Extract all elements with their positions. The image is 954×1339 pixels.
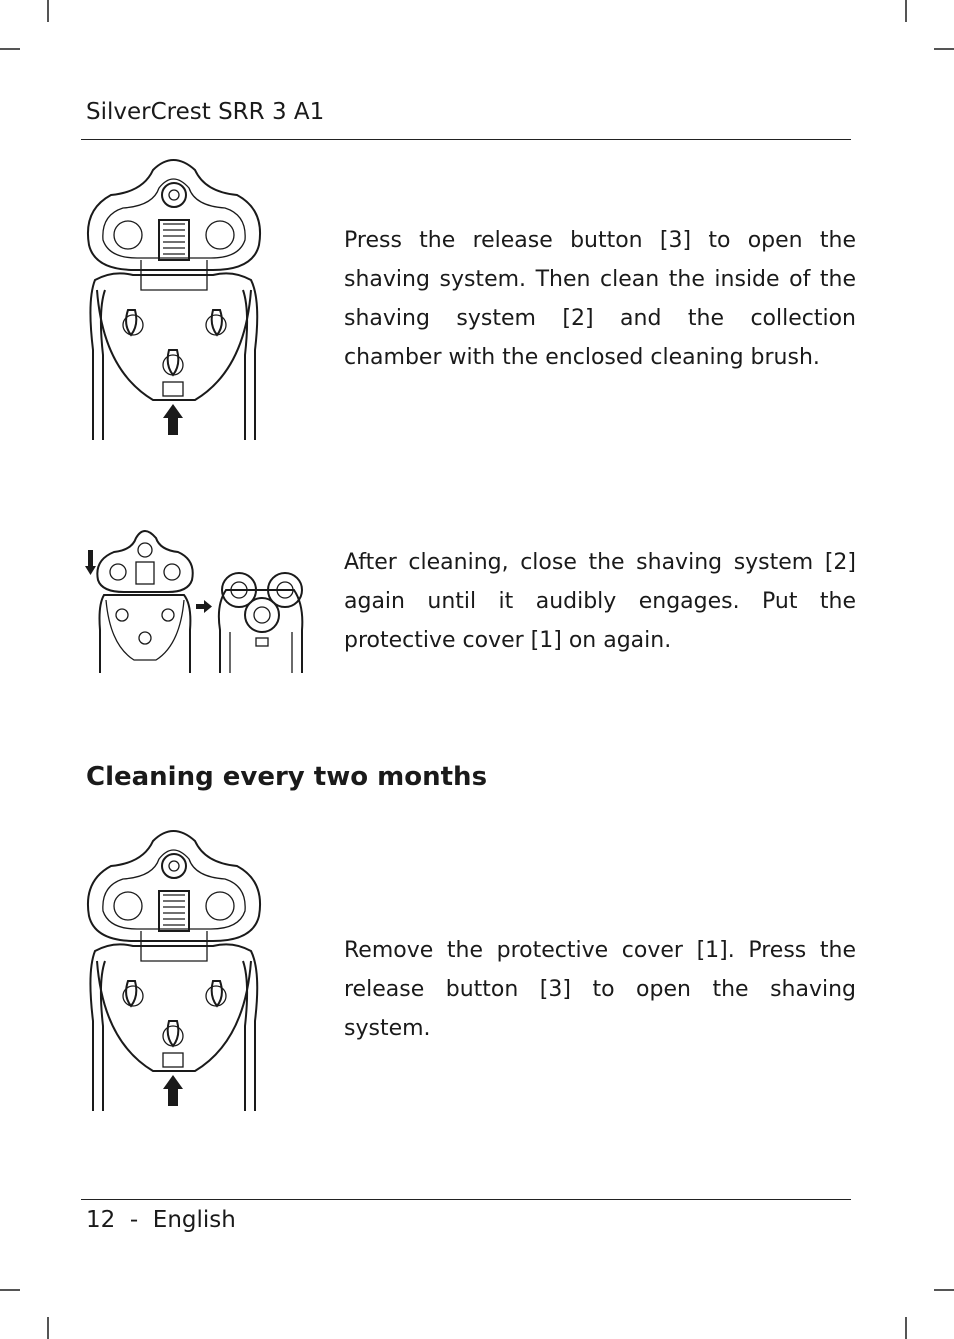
paragraph-3: Remove the protective cover [1]. Press the release button [3] to open the shaving system. <box>344 938 856 1041</box>
crop-mark <box>0 1289 20 1291</box>
crop-mark <box>934 48 954 50</box>
crop-mark <box>47 0 49 22</box>
section-heading: Cleaning every two months <box>86 762 488 792</box>
open-shaver-illustration-2 <box>83 821 265 1113</box>
crop-mark <box>47 1317 49 1339</box>
paragraph-1: Press the release button [3] to open the shaving system. Then clean the inside of the shaving system [2] and the collection chamber with the enclosed cleaning brush. <box>344 228 856 370</box>
crop-mark <box>934 1289 954 1291</box>
crop-mark <box>905 0 907 22</box>
paragraph-2: After cleaning, close the shaving system [2] again until it audibly engages. Put the protective cover [1] on again. <box>344 550 856 653</box>
closing-shaver-illustration <box>84 520 310 675</box>
page-footer: 12 - English <box>86 1207 236 1233</box>
header-title: SilverCrest SRR 3 A1 <box>86 99 325 125</box>
open-shaver-illustration <box>83 150 265 442</box>
header-rule <box>81 139 851 140</box>
crop-mark <box>0 48 20 50</box>
crop-mark <box>905 1317 907 1339</box>
footer-rule <box>81 1199 851 1200</box>
